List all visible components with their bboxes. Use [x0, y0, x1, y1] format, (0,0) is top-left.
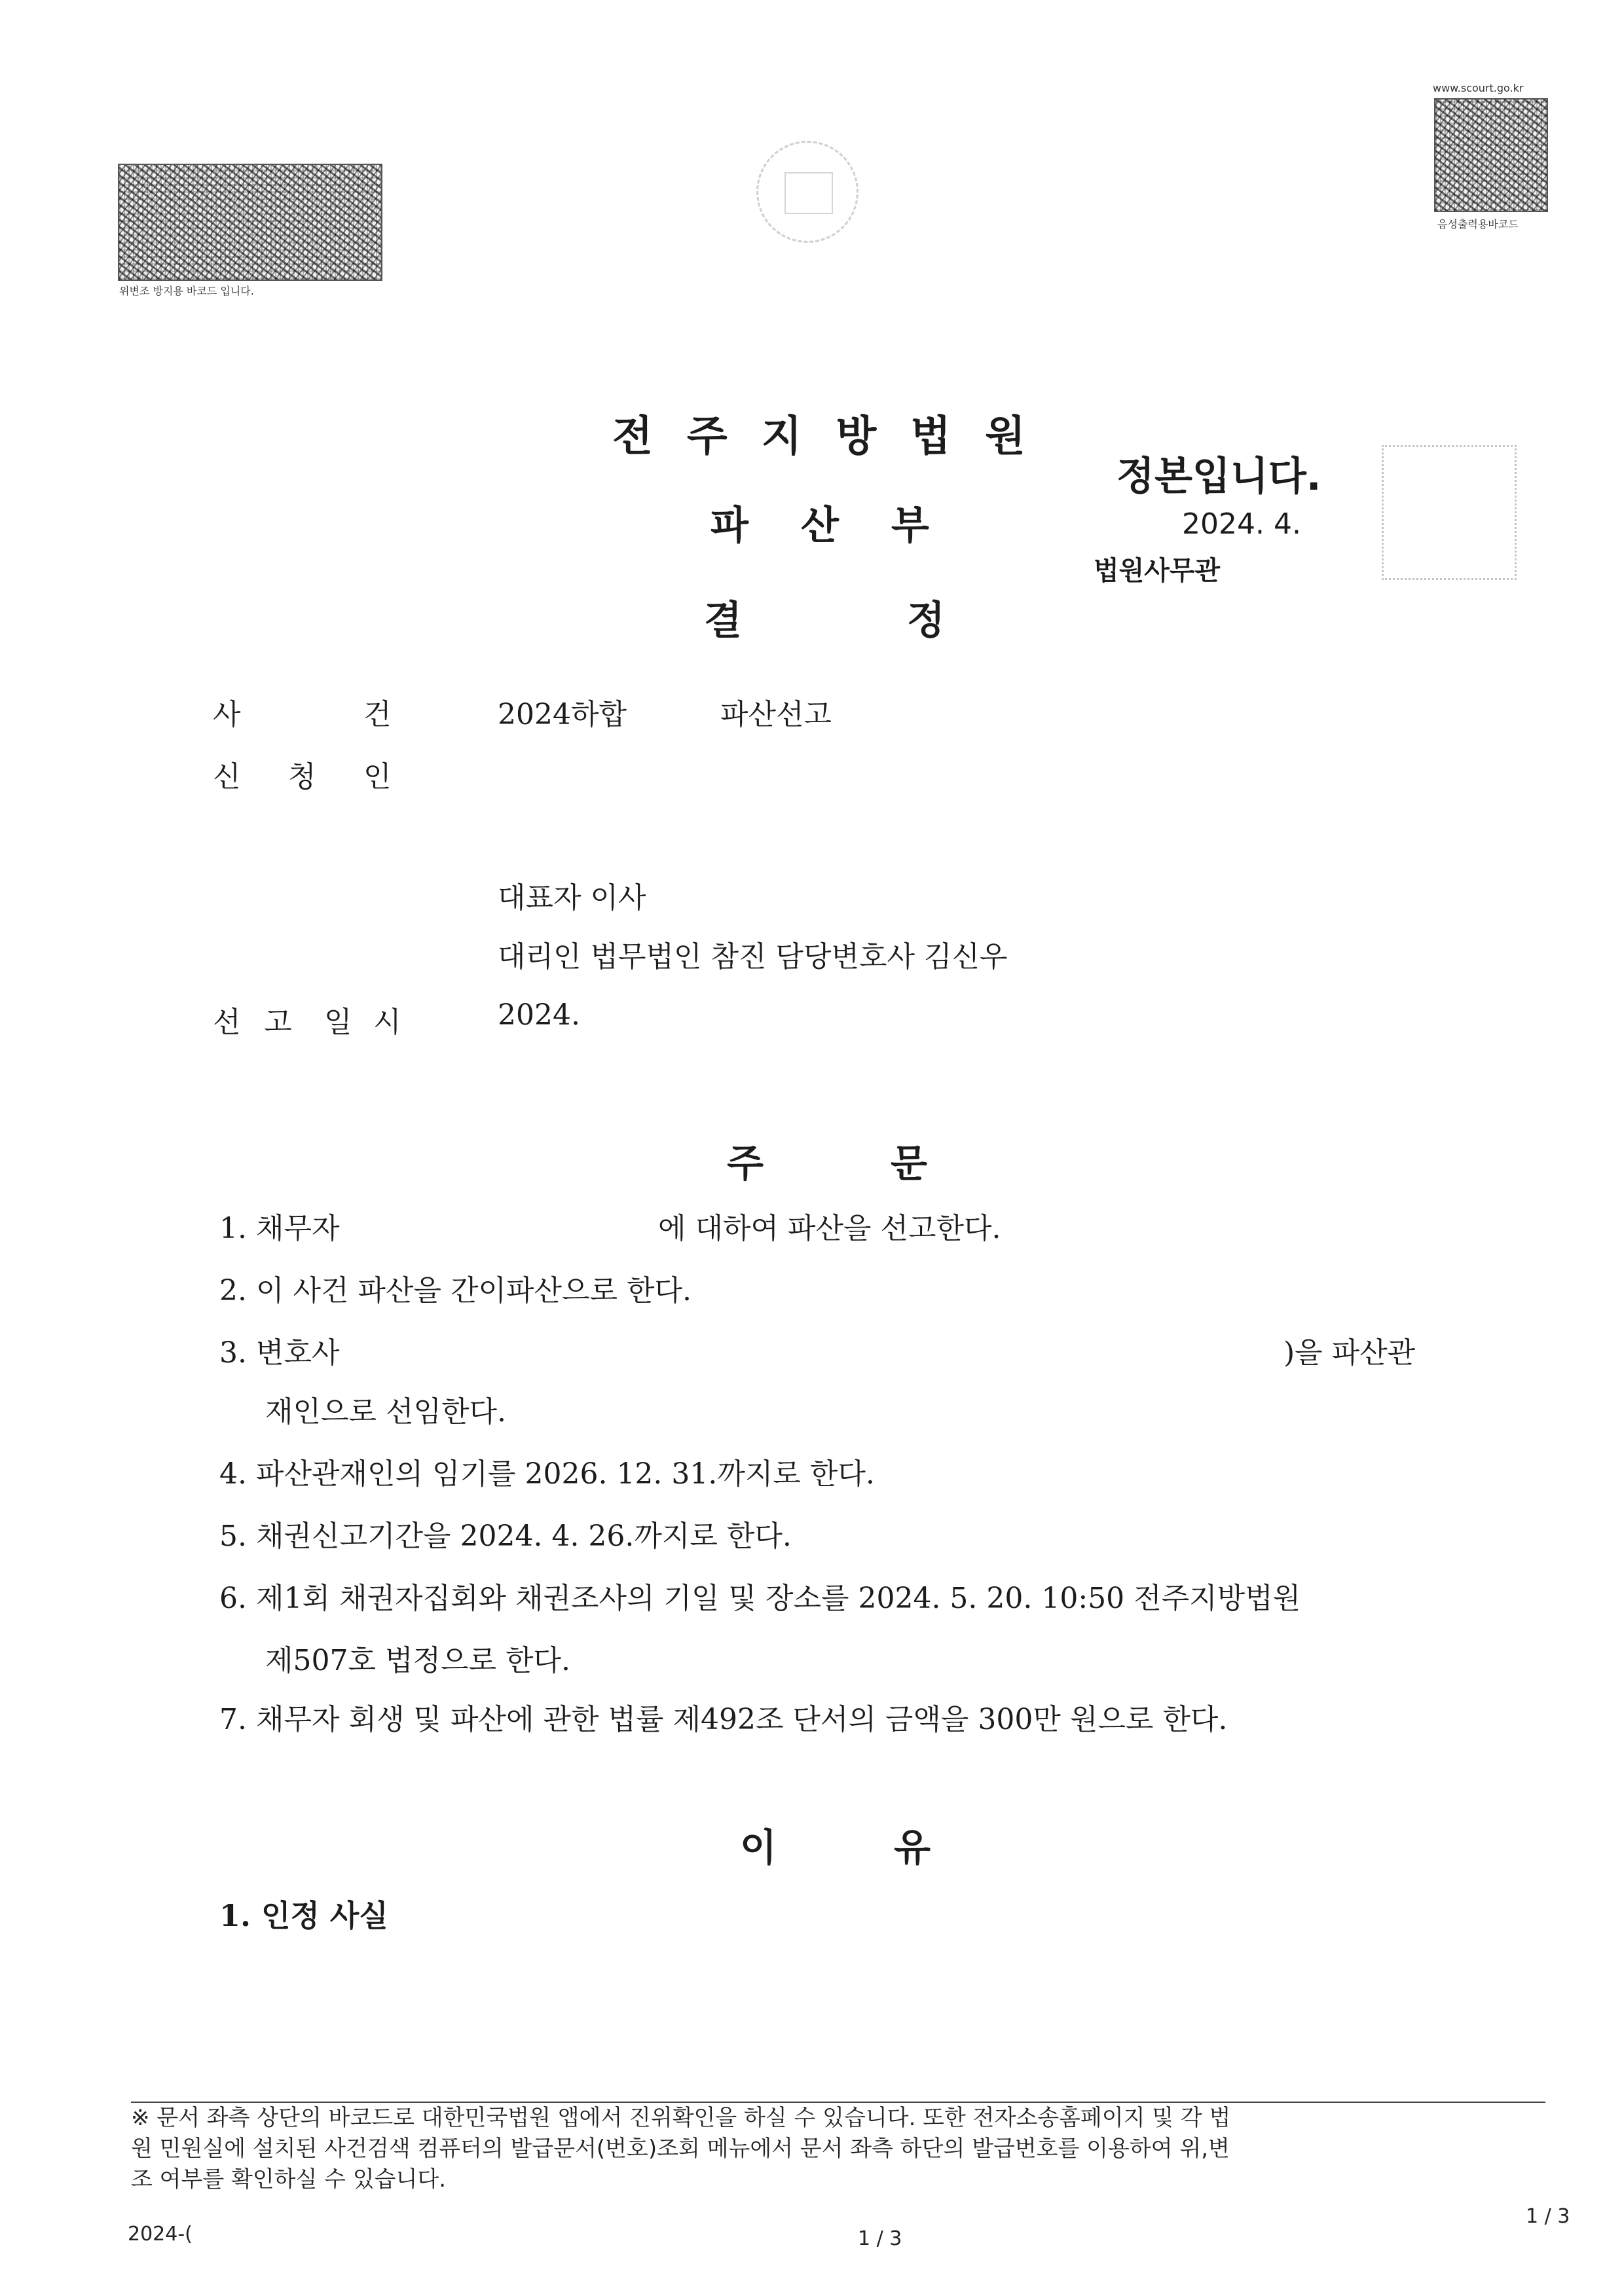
order-item-3-rest: )을 파산관 [1283, 1336, 1416, 1370]
order-item-3: 3. 변호사 [219, 1336, 340, 1370]
order-item-2: 2. 이 사건 파산을 간이파산으로 한다. [219, 1274, 692, 1307]
order-title-second: 문 [891, 1141, 928, 1186]
court-clerk-title: 법원사무관 [1094, 556, 1221, 586]
notice-line-3: 조 여부를 확인하실 수 있습니다. [131, 2166, 447, 2193]
order-item-6: 6. 제1회 채권자집회와 채권조사의 기일 및 장소를 2024. 5. 20. 10:50 전주지방법원 [219, 1582, 1301, 1615]
order-item-6-continuation: 제507호 법정으로 한다. [265, 1644, 570, 1677]
department-name: 파산부 [710, 503, 982, 549]
issue-number: 2024-( [128, 2223, 193, 2246]
document-type-first: 결 [704, 598, 742, 644]
scourt-url: www.scourt.go.kr [1433, 82, 1524, 94]
notice-line-1: ※ 문서 좌측 상단의 바코드로 대한민국법원 앱에서 진위확인을 하실 수 있습니다. 또한 전자소송홈페이지 및 각 법 [131, 2105, 1231, 2131]
case-number: 2024하합 [498, 698, 627, 731]
certified-copy-label: 정본입니다. [1116, 454, 1321, 500]
order-title-first: 주 [727, 1141, 764, 1186]
court-name: 전주지방법원 [612, 412, 1060, 461]
order-item-1: 1. 채무자 [219, 1212, 340, 1245]
case-name: 파산선고 [720, 698, 832, 731]
notice-line-2: 원 민원실에 설치된 사건검색 컴퓨터의 발급문서(번호)조회 메뉴에서 문서 좌측 하단의 발급번호를 이용하여 위,변 [131, 2136, 1230, 2162]
authenticity-barcode [118, 164, 382, 281]
page-number-right: 1 / 3 [1526, 2205, 1570, 2228]
order-item-3-continuation: 재인으로 선임한다. [265, 1395, 507, 1429]
court-seal-watermark [756, 141, 858, 243]
reasons-title-first: 이 [740, 1825, 777, 1870]
certification-date: 2024. 4. [1182, 507, 1301, 541]
order-item-4: 4. 파산관재인의 임기를 2026. 12. 31.까지로 한다. [219, 1457, 875, 1491]
reasons-title-second: 유 [894, 1825, 931, 1870]
verification-notice [131, 2102, 1545, 2221]
representative: 대표자 이사 [498, 881, 646, 915]
voice-output-barcode-caption: 음성출력용바코드 [1437, 218, 1519, 230]
document-type-second: 정 [907, 598, 945, 644]
order-item-7: 7. 채무자 회생 및 파산에 관한 법률 제492조 단서의 금액을 300만 원으로 한다. [219, 1703, 1228, 1736]
clerk-stamp [1382, 445, 1517, 580]
voice-output-barcode [1434, 98, 1548, 212]
authenticity-barcode-caption: 위변조 방지용 바코드 입니다. [119, 285, 254, 297]
order-item-1-rest: 에 대하여 파산을 선고한다. [658, 1212, 1001, 1245]
page-number-center: 1 / 3 [858, 2227, 902, 2250]
reason-item-1: 1. 인정 사실 [219, 1898, 388, 1933]
legal-agent: 대리인 법무법인 참진 담당변호사 김신우 [498, 940, 1008, 974]
order-item-5: 5. 채권신고기간을 2024. 4. 26.까지로 한다. [219, 1520, 792, 1553]
declaration-date: 2024. [498, 998, 580, 1032]
